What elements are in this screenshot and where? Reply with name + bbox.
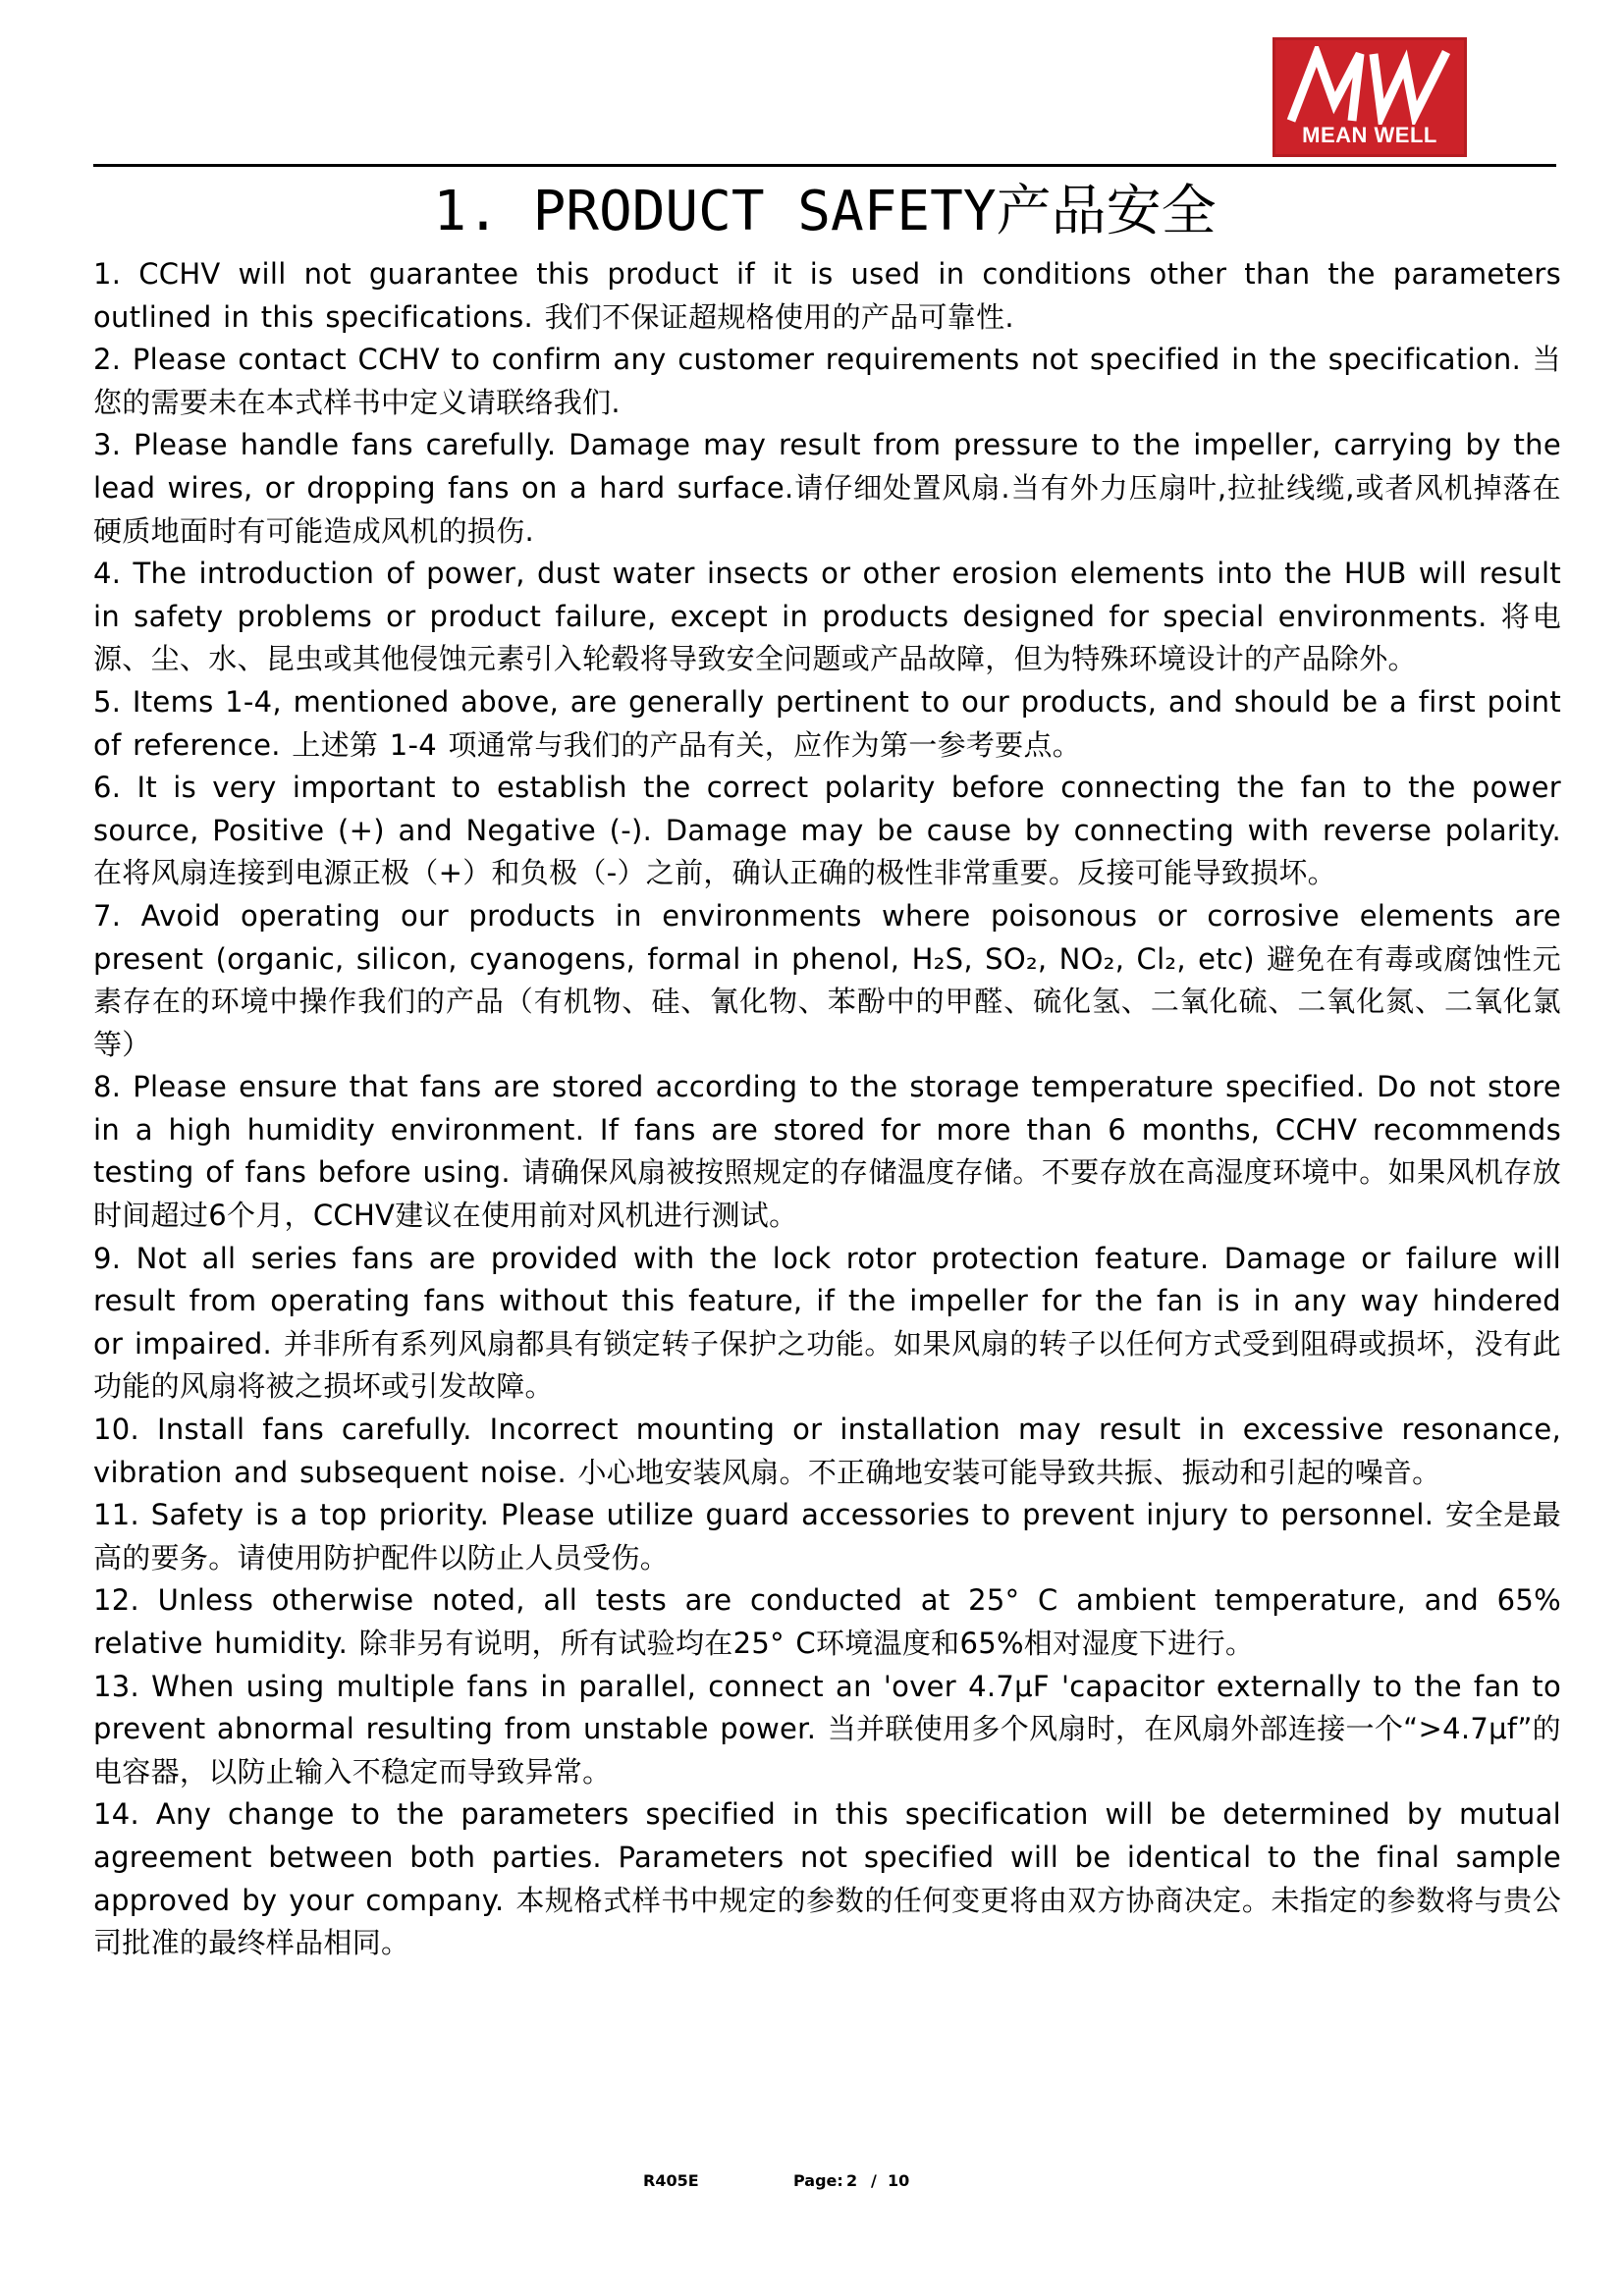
safety-item-1: 1. CCHV will not guarantee this product if it is used in conditions other than the parameters outlined in this specifications. 我们不保证超规格使用的产品可靠性.: [93, 257, 1561, 334]
mw-logo-mark-icon: [1283, 46, 1456, 125]
safety-item-7: 7. Avoid operating our products in environments where poisonous or corrosive elements are present (organic, silicon, cyanogens, formal in phenol, H₂S, SO₂, NO₂, Cl₂, etc) 避免在有毒或腐蚀性元素存在的环境中操作我们的产品（有机物、硅、氰化物、苯酚中的甲醛、硫化氢、二氧化硫、二氧化氮、二氧化氯等）: [93, 898, 1561, 1061]
document-code: R405E: [643, 2171, 699, 2190]
safety-item-6: 6. It is very important to establish the correct polarity before connecting the fan to the power source, Positive (+) and Negative (-). Damage may be cause by connecting with reverse polarity. 在将风扇连接到电源正极（+）和负极（-）之前，确认正确的极性非常重要。反接可能导致损坏。: [93, 771, 1561, 890]
safety-item-8: 8. Please ensure that fans are stored according to the storage temperature specified. Do not store in a high humidity environment. If fans are stored for more than 6 months, CCHV recommends testing of fans before using. 请确保风扇被按照规定的存储温度存储。不要存放在高湿度环境中。如果风机存放时间超过6个月，CCHV建议在使用前对风机进行测试。: [93, 1070, 1561, 1233]
safety-item-9: 9. Not all series fans are provided with the lock rotor protection feature. Damage or failure will result from operating fans without this feature, if the impeller for the fan is in any way hindered or impaired. 并非所有系列风扇都具有锁定转子保护之功能。如果风扇的转子以任何方式受到阻碍或损坏，没有此功能的风扇将被之损坏或引发故障。: [93, 1241, 1561, 1404]
page-current: 2: [846, 2171, 858, 2190]
safety-item-4: 4. The introduction of power, dust water insects or other erosion elements into the HUB will result in safety problems or product failure, except in products designed for special environments. 将电源、尘、水、昆虫或其他侵蚀元素引入轮毂将导致安全问题或产品故障，但为特殊环境设计的产品除外。: [93, 557, 1561, 676]
safety-item-10: 10. Install fans carefully. Incorrect mounting or installation may result in excessive resonance, vibration and subsequent noise. 小心地安装风扇。不正确地安装可能导致共振、振动和引起的噪音。: [93, 1413, 1561, 1489]
safety-items-list: [93, 253, 1561, 1965]
safety-item-5: 5. Items 1-4, mentioned above, are generally pertinent to our products, and should be a first point of reference. 上述第 1-4 项通常与我们的产品有关，应作为第一参考要点。: [93, 684, 1561, 762]
page-title: 1. PRODUCT SAFETY产品安全: [433, 180, 1217, 243]
safety-item-12: 12. Unless otherwise noted, all tests are conducted at 25° C ambient temperature, and 65% relative humidity. 除非另有说明，所有试验均在25° C环境温度和65%相对湿度下进行。: [93, 1583, 1561, 1660]
logo-text: MEAN WELL: [1302, 123, 1437, 147]
mean-well-logo: [1272, 37, 1467, 157]
safety-item-13: 13. When using multiple fans in parallel, connect an 'over 4.7μF 'capacitor externally to the fan to prevent abnormal resulting from unstable power. 当并联使用多个风扇时，在风扇外部连接一个“>4.7μf”的电容器，以防止输入不稳定而导致异常。: [93, 1669, 1561, 1789]
safety-item-11: 11. Safety is a top priority. Please utilize guard accessories to prevent injury to personnel. 安全是最高的要务。请使用防护配件以防止人员受伤。: [93, 1498, 1561, 1575]
safety-item-3: 3. Please handle fans carefully. Damage may result from pressure to the impeller, carrying by the lead wires, or dropping fans on a hard surface.请仔细处置风扇.当有外力压扇叶,拉扯线缆,或者风机掉落在硬质地面时有可能造成风机的损伤.: [93, 428, 1561, 548]
page-separator: /: [871, 2171, 877, 2190]
page-total: 10: [888, 2171, 910, 2190]
safety-item-14: 14. Any change to the parameters specified in this specification will be determined by mutual agreement between both parties. Parameters not specified will be identical to the final sample approved by your company. 本规格式样书中规定的参数的任何变更将由双方协商决定。未指定的参数将与贵公司批准的最终样品相同。: [93, 1797, 1561, 1960]
safety-item-2: 2. Please contact CCHV to confirm any customer requirements not specified in the specification. 当您的需要未在本式样书中定义请联络我们.: [93, 343, 1561, 419]
page-label: Page:: [793, 2171, 843, 2190]
header-divider: [93, 164, 1556, 167]
